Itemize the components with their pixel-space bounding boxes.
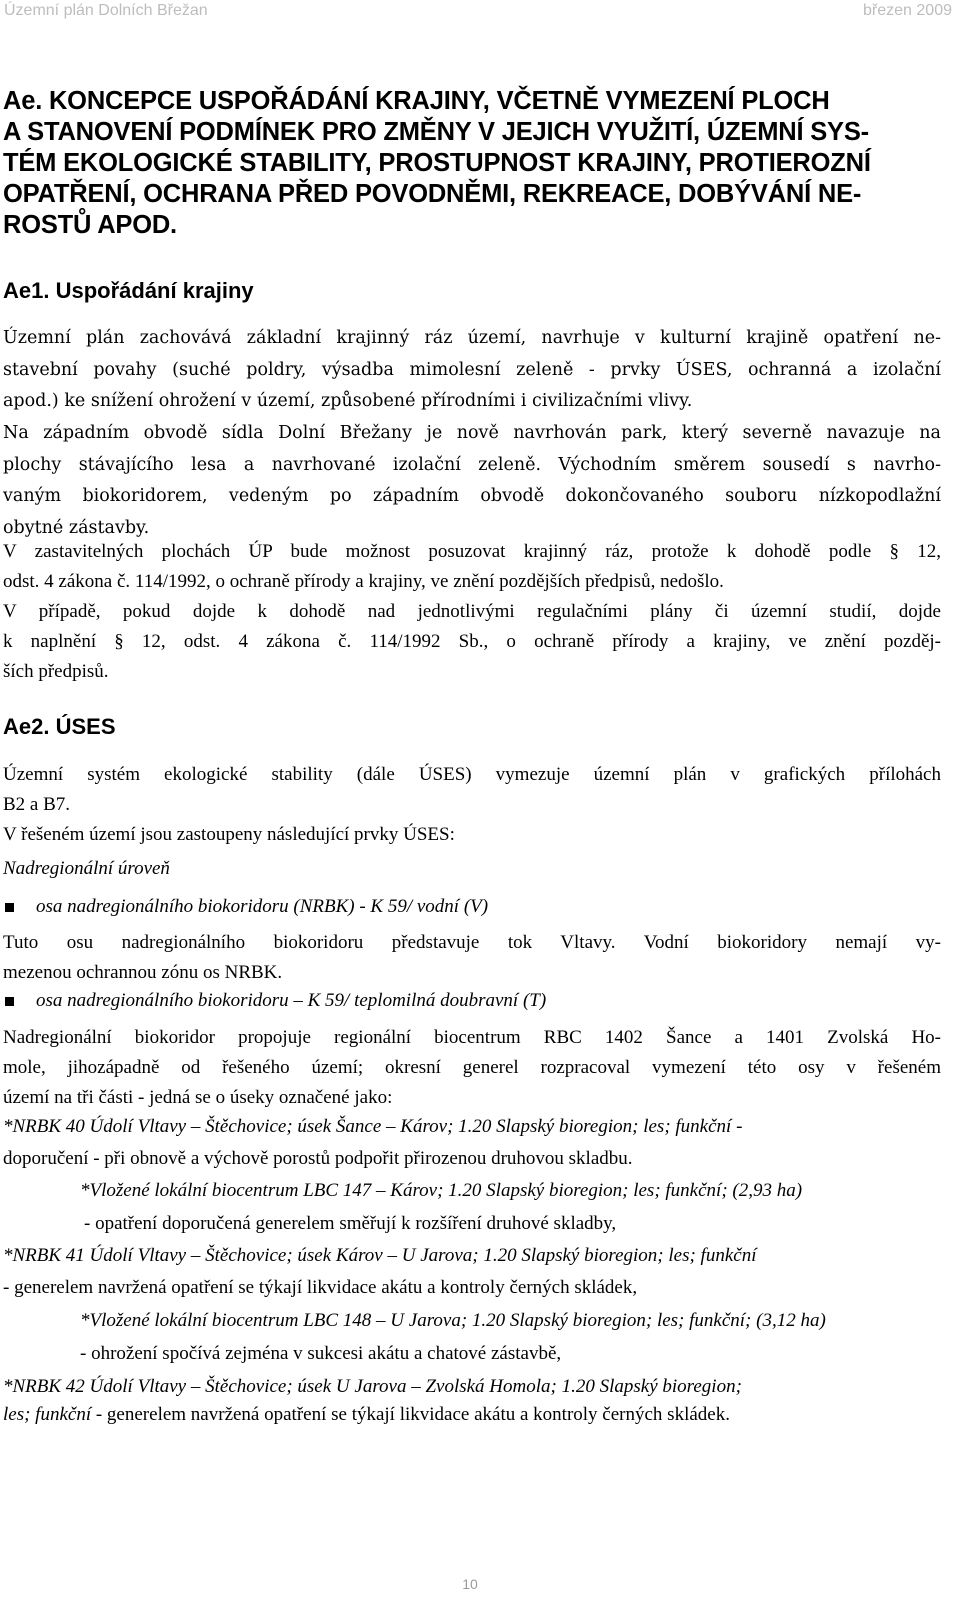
bullet-text: osa nadregionálního biokoridoru – K 59/ teplomilná doubravní (T) bbox=[36, 990, 547, 1011]
section-title-line: ROSTŮ APOD. bbox=[3, 211, 177, 239]
lbc-147-line: *Vložené lokální biocentrum LBC 147 – Károv; 1.20 Slapský bioregion; les; funkční; (2,93 ha) bbox=[80, 1180, 803, 1201]
heading-ae1: Ae1. Uspořádání krajiny bbox=[3, 278, 254, 303]
nrbk-41-line: *NRBK 41 Údolí Vltavy – Štěchovice; úsek Károv – U Jarova; 1.20 Slapský bioregion; les; funkční bbox=[3, 1245, 757, 1266]
page-number: 10 bbox=[462, 1576, 478, 1592]
text-line: vaným biokoridorem, vedeným po západním obvodě dokončovaného souboru nízkopodlažní bbox=[3, 486, 941, 506]
square-bullet-icon bbox=[5, 903, 14, 912]
ae2-paragraph-2: V řešeném území jsou zastoupeny následující prvky ÚSES: bbox=[3, 824, 455, 845]
level-label: Nadregionální úroveň bbox=[3, 858, 170, 879]
nrbk-42-line: *NRBK 42 Údolí Vltavy – Štěchovice; úsek U Jarova – Zvolská Homola; 1.20 Slapský bioregion; bbox=[3, 1376, 742, 1397]
section-title-line: OPATŘENÍ, OCHRANA PŘED POVODNĚMI, REKREACE, DOBÝVÁNÍ NE- bbox=[3, 180, 862, 208]
nrbk-41-note: - generelem navržená opatření se týkají likvidace akátu a kontroly černých skládek, bbox=[3, 1277, 638, 1298]
bullet-item bbox=[3, 990, 546, 1012]
header-date: březen 2009 bbox=[863, 2, 952, 19]
section-title bbox=[3, 86, 938, 241]
heading-ae2: Ae2. ÚSES bbox=[3, 714, 116, 739]
ae1-paragraph-4 bbox=[3, 597, 941, 687]
lbc-148-note: - ohrožení spočívá zejména v sukcesi akátu a chatové zástavbě, bbox=[80, 1343, 562, 1364]
text-line: Územní plán zachovává základní krajinný ráz území, navrhuje v kulturní krajině opatření ne- bbox=[3, 328, 941, 348]
ae2-paragraph-4 bbox=[3, 1023, 941, 1113]
text-line: Na západním obvodě sídla Dolní Břežany je nově navrhován park, který severně navazuje na bbox=[3, 423, 941, 443]
ae1-paragraph-3 bbox=[3, 537, 941, 597]
text-line: k naplnění § 12, odst. 4 zákona č. 114/1992 Sb., o ochraně přírody a krajiny, ve znění pozděj- bbox=[3, 631, 941, 652]
ae1-paragraph-2 bbox=[3, 418, 941, 544]
text-line: stavební povahy (suché poldry, výsadba mimolesní zeleně - prvky ÚSES, ochranná a izolační bbox=[3, 359, 941, 380]
text-line: Nadregionální biokoridor propojuje regionální biocentrum RBC 1402 Šance a 1401 Zvolská Ho- bbox=[3, 1027, 941, 1048]
nrbk-40-line: *NRBK 40 Údolí Vltavy – Štěchovice; úsek Šance – Károv; 1.20 Slapský bioregion; les; funkční - bbox=[3, 1116, 743, 1137]
text-line: Územní systém ekologické stability (dále ÚSES) vymezuje územní plán v grafických přílohách bbox=[3, 764, 941, 785]
text-line: plochy stávajícího lesa a navrhované izolační zeleně. Východním směrem sousedí s navrho- bbox=[3, 454, 941, 475]
section-title-line: Ae. KONCEPCE USPOŘÁDÁNÍ KRAJINY, VČETNĚ VYMEZENÍ PLOCH bbox=[3, 87, 830, 115]
nrbk-42-status: les; funkční bbox=[3, 1404, 92, 1425]
section-title-line: TÉM EKOLOGICKÉ STABILITY, PROSTUPNOST KRAJINY, PROTIEROZNÍ bbox=[3, 149, 871, 177]
bullet-item bbox=[3, 896, 488, 918]
square-bullet-icon bbox=[5, 997, 14, 1006]
text-line: mole, jihozápadně od řešeného území; okresní generel rozpracoval vymezení této osy v řešeném bbox=[3, 1057, 941, 1078]
ae2-paragraph-3 bbox=[3, 928, 941, 988]
nrbk-40-note: doporučení - při obnově a výchově porostů podpořit přirozenou druhovou skladbu. bbox=[3, 1148, 633, 1169]
page-header bbox=[4, 0, 952, 22]
text-line: V případě, pokud dojde k dohodě nad jednotlivými regulačními plány či územní studií, dojde bbox=[3, 601, 941, 622]
text-line: odst. 4 zákona č. 114/1992, o ochraně přírody a krajiny, ve znění pozdějších předpisů, nedošlo. bbox=[3, 571, 724, 592]
ae2-paragraph-1 bbox=[3, 760, 941, 820]
text-line: mezenou ochrannou zónu os NRBK. bbox=[3, 962, 283, 983]
lbc-148-line: *Vložené lokální biocentrum LBC 148 – U Jarova; 1.20 Slapský bioregion; les; funkční; (3,12 ha) bbox=[80, 1310, 826, 1331]
ae1-paragraph-1 bbox=[3, 323, 941, 418]
lbc-147-note: - opatření doporučená generelem směřují k rozšíření druhové skladby, bbox=[84, 1213, 617, 1234]
text-line: ších předpisů. bbox=[3, 661, 109, 682]
header-document-title: Územní plán Dolních Břežan bbox=[4, 2, 208, 19]
text-line: obytné zástavby. bbox=[3, 517, 150, 538]
bullet-text: osa nadregionálního biokoridoru (NRBK) - K 59/ vodní (V) bbox=[36, 896, 489, 917]
text-line: B2 a B7. bbox=[3, 794, 71, 815]
section-title-line: A STANOVENÍ PODMÍNEK PRO ZMĚNY V JEJICH VYUŽITÍ, ÚZEMNÍ SYS- bbox=[3, 118, 869, 146]
text-line: Tuto osu nadregionálního biokoridoru představuje tok Vltavy. Vodní biokoridory nemají vy- bbox=[3, 932, 941, 953]
text-line: území na tři části - jedná se o úseky označené jako: bbox=[3, 1087, 393, 1108]
nrbk-42-note bbox=[3, 1404, 730, 1426]
nrbk-42-measures: - generelem navržená opatření se týkají likvidace akátu a kontroly černých skládek. bbox=[91, 1404, 730, 1425]
text-line: apod.) ke snížení ohrožení v území, způsobené přírodními i civilizačními vlivy. bbox=[3, 391, 693, 411]
text-line: V zastavitelných plochách ÚP bude možnost posuzovat krajinný ráz, protože k dohodě podle § 12, bbox=[3, 541, 941, 562]
